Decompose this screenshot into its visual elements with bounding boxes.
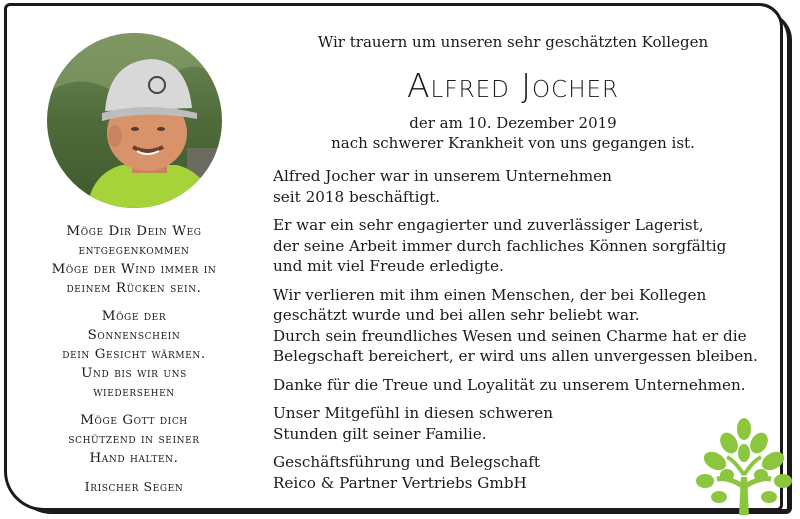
poem-line: Möge Dir Dein Weg [66, 224, 202, 239]
paragraph [273, 375, 773, 396]
poem-line: Möge Gott dich [80, 413, 188, 428]
poem-line: Und bis wir uns [81, 366, 187, 381]
poem-line: Möge der Wind immer in [51, 262, 217, 277]
text-line: geschätzt wurde und bei allen sehr beliebt war. [273, 306, 640, 324]
poem-line: entgegenkommen [78, 243, 190, 258]
text-line: Wir verlieren mit ihm einen Menschen, der bei Kollegen [273, 285, 707, 304]
paragraph [273, 215, 773, 277]
text-line: seit 2018 beschäftigt. [273, 187, 441, 206]
paragraph [273, 166, 773, 207]
deceased-name: Alfred Jocher [406, 66, 620, 105]
poem-line: Sonnenschein [87, 328, 181, 343]
poem-line: Möge der [101, 309, 167, 324]
text-line: Reico & Partner Vertriebs GmbH [273, 473, 527, 492]
poem-line: dein Gesicht wärmen. [62, 347, 206, 362]
poem-signature: Irischer Segen [84, 479, 184, 494]
text-line: Er war ein sehr engagierter und zuverlässiger Lagerist, [273, 216, 704, 234]
text-line: Belegschaft bereichert, er wird uns allen unvergessen bleiben. [273, 347, 758, 365]
date-line: der am 10. Dezember 2019 [409, 114, 617, 132]
intro-line: Wir trauern um unseren sehr geschätzten Kollegen [317, 33, 709, 51]
text-line: Alfred Jocher war in unserem Unternehmen [273, 167, 612, 185]
poem-stanza [20, 222, 248, 298]
text-line: Geschäftsführung und Belegschaft [273, 453, 541, 471]
text-line: Stunden gilt seiner Familie. [273, 424, 487, 443]
text-line: Danke für die Treue und Loyalität zu unserem Unternehmen. [273, 375, 746, 394]
text-line: der seine Arbeit immer durch fachliches Können sorgfältig [273, 236, 727, 255]
tree-icon [693, 417, 795, 515]
text-line: und mit viel Freude erledigte. [273, 257, 504, 275]
text-line: Durch sein freundliches Wesen und seinen Charme hat er die [273, 326, 747, 345]
text-line: Unser Mitgefühl in diesen schweren [273, 404, 554, 422]
paragraph [273, 285, 773, 367]
cause-line: nach schwerer Krankheit von uns gegangen ist. [331, 134, 695, 152]
poem-line: Hand halten. [89, 451, 179, 466]
poem-stanza [20, 411, 248, 468]
poem [20, 222, 248, 496]
poem-stanza [20, 307, 248, 402]
portrait-photo [47, 33, 222, 208]
poem-line: deinem Rücken sein. [66, 281, 202, 296]
poem-line: wiedersehen [93, 385, 175, 400]
poem-line: schützend in seiner [68, 432, 200, 447]
